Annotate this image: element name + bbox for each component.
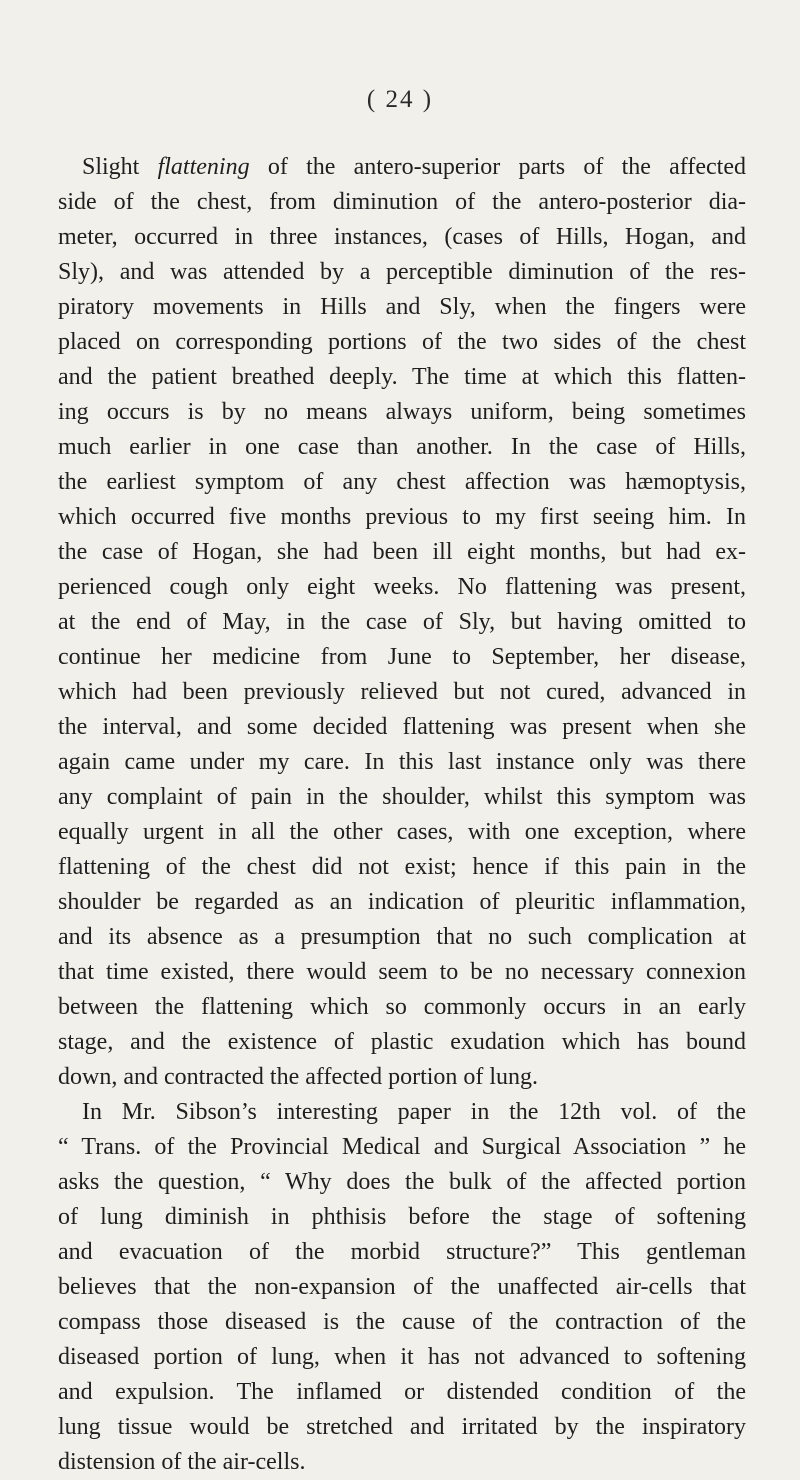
body-text — [58, 150, 746, 1480]
paragraph — [58, 150, 746, 1095]
text-run: much earlier in one case than another. In the case of Hills, — [58, 434, 746, 460]
text-line — [58, 1200, 746, 1235]
text-run: meter, occurred in three instances, (cases of Hills, Hogan, and — [58, 224, 746, 250]
text-line — [58, 325, 746, 360]
text-line — [58, 255, 746, 290]
text-line — [58, 1060, 746, 1095]
text-line — [58, 1410, 746, 1445]
text-line — [58, 395, 746, 430]
text-line — [58, 1270, 746, 1305]
text-line — [58, 150, 746, 185]
text-run: shoulder be regarded as an indication of pleuritic inflammation, — [58, 889, 746, 915]
text-run: piratory movements in Hills and Sly, when the fingers were — [58, 294, 746, 320]
text-run: continue her medicine from June to September, her disease, — [58, 644, 746, 670]
text-line — [58, 990, 746, 1025]
text-run: and expulsion. The inflamed or distended condition of the — [58, 1379, 746, 1405]
text-line — [58, 1165, 746, 1200]
text-run: placed on corresponding portions of the two sides of the chest — [58, 329, 746, 355]
text-run: ing occurs is by no means always uniform, being sometimes — [58, 399, 746, 425]
text-run: “ Trans. of the Provincial Medical and Surgical Association ” he — [58, 1134, 746, 1160]
text-line — [58, 1025, 746, 1060]
text-run: again came under my care. In this last instance only was there — [58, 749, 746, 775]
text-run: the interval, and some decided flattening was present when she — [58, 714, 746, 740]
text-line — [58, 605, 746, 640]
text-line — [58, 745, 746, 780]
text-run: and the patient breathed deeply. The time at which this flatten- — [58, 364, 746, 390]
text-run: and its absence as a presumption that no such complication at — [58, 924, 746, 950]
text-line — [58, 1095, 746, 1130]
text-line — [58, 710, 746, 745]
text-run: perienced cough only eight weeks. No flattening was present, — [58, 574, 746, 600]
text-run: equally urgent in all the other cases, with one exception, where — [58, 819, 746, 845]
text-line — [58, 1130, 746, 1165]
text-line — [58, 570, 746, 605]
text-line — [58, 290, 746, 325]
text-run: asks the question, “ Why does the bulk of the affected portion — [58, 1169, 746, 1195]
text-line — [58, 360, 746, 395]
text-line — [58, 185, 746, 220]
text-run: which had been previously relieved but not cured, advanced in — [58, 679, 746, 705]
page-number: ( 24 ) — [366, 86, 434, 113]
text-run: believes that the non-expansion of the unaffected air-cells that — [58, 1274, 746, 1300]
text-run: Sly), and was attended by a perceptible diminution of the res- — [58, 259, 746, 285]
text-run: of lung diminish in phthisis before the stage of softening — [58, 1204, 746, 1230]
text-run: In Mr. Sibson’s interesting paper in the 12th vol. of the — [82, 1099, 746, 1125]
text-line — [58, 500, 746, 535]
text-line — [58, 1235, 746, 1270]
text-line — [58, 1305, 746, 1340]
text-line — [58, 640, 746, 675]
text-line — [58, 430, 746, 465]
text-run: the earliest symptom of any chest affection was hæmoptysis, — [58, 469, 746, 495]
text-run: that time existed, there would seem to be no necessary connexion — [58, 959, 746, 985]
text-line — [58, 535, 746, 570]
text-run: between the flattening which so commonly occurs in an early — [58, 994, 746, 1020]
paragraph — [58, 1095, 746, 1480]
text-line — [58, 885, 746, 920]
text-run: compass those diseased is the cause of the contraction of the — [58, 1309, 746, 1335]
text-line — [58, 1340, 746, 1375]
text-run: down, and contracted the affected portion of lung. — [58, 1064, 539, 1090]
text-run: and evacuation of the morbid structure?” This gentleman — [58, 1239, 746, 1265]
text-run: stage, and the existence of plastic exudation which has bound — [58, 1029, 746, 1055]
text-run: side of the chest, from diminution of the antero-posterior dia- — [58, 189, 746, 215]
text-line — [58, 1445, 746, 1480]
text-line — [58, 220, 746, 255]
text-run: lung tissue would be stretched and irritated by the inspiratory — [58, 1414, 746, 1440]
text-line — [58, 850, 746, 885]
text-run: diseased portion of lung, when it has not advanced to softening — [58, 1344, 746, 1370]
italic-text: flattening — [157, 154, 250, 180]
text-line — [58, 1375, 746, 1410]
text-run: which occurred five months previous to my first seeing him. In — [58, 504, 746, 530]
text-line — [58, 675, 746, 710]
text-line — [58, 920, 746, 955]
text-line — [58, 465, 746, 500]
text-run: distension of the air-cells. — [58, 1449, 306, 1475]
text-line — [58, 815, 746, 850]
text-run: at the end of May, in the case of Sly, but having omitted to — [58, 609, 746, 635]
text-run: Slight — [82, 154, 158, 180]
text-run: the case of Hogan, she had been ill eight months, but had ex- — [58, 539, 746, 565]
text-run: any complaint of pain in the shoulder, whilst this symptom was — [58, 784, 746, 810]
text-run: flattening of the chest did not exist; hence if this pain in the — [58, 854, 746, 880]
text-run: of the antero-superior parts of the affected — [249, 154, 746, 180]
text-line — [58, 780, 746, 815]
text-line — [58, 955, 746, 990]
